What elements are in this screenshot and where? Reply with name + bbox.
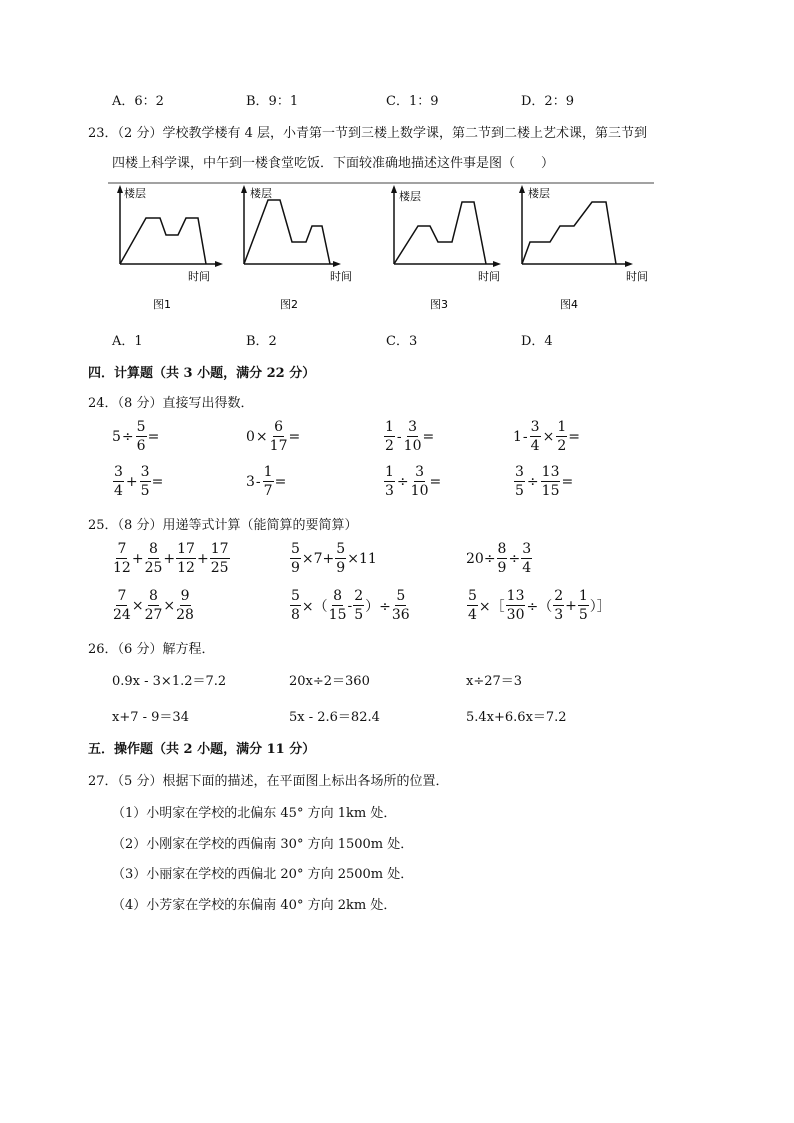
q24-expr-2: 0 × $\frac{6}{17}$ = [246,419,301,454]
graph-1-caption: 图1 [153,298,171,311]
q24-expr-5: $\frac{3}{4}$ + $\frac{3}{5}$ = [114,464,164,499]
q24-expr-7: $\frac{1}{3}$ ÷ $\frac{3}{10}$ = [385,464,442,499]
graph-2-ylabel: 楼层 [250,187,272,200]
graph-3 [391,185,501,311]
q24-expr-4: 1 - $\frac{3}{4}$ × $\frac{1}{2}$ = [513,419,580,454]
q25-expr-4: $\frac{7}{24}$ × $\frac{8}{27}$ × $\frac{9}{28}$ [113,588,194,623]
q23-option-c: C．3 [386,334,418,349]
q27-title: 27．（5 分）根据下面的描述，在平面图上标出各场所的位置． [88,774,449,789]
q27-item-4: （4）小芳家在学校的东偏南 40° 方向 2km 处． [112,898,397,913]
graph-3-xlabel: 时间 [478,270,500,283]
graph-4 [519,185,648,311]
q25-expr-1: $\frac{7}{12}$ + $\frac{8}{25}$ + $\frac{17}{12}$ + $\frac{17}{25}$ [113,541,229,576]
graph-3-ylabel: 楼层 [399,190,421,203]
graph-4-xlabel: 时间 [626,270,648,283]
q25-expr-3: 20÷ $\frac{8}{9}$ ÷ $\frac{3}{4}$ [466,541,532,576]
q23-graphs-figure [108,180,654,315]
graph-1 [117,185,223,311]
graph-4-ylabel: 楼层 [528,187,550,200]
graph-1-ylabel: 楼层 [124,187,146,200]
graph-2-xlabel: 时间 [330,270,352,283]
q26-eq-3: x÷27＝3 [466,674,523,689]
section-4-heading: 四．计算题（共 3 小题，满分 22 分） [88,366,316,381]
graph-2 [241,185,352,311]
graph-3-caption: 图3 [430,298,448,311]
q23-line2: 四楼上科学课，中午到一楼食堂吃饭．下面较准确地描述这件事是图（ ） [112,156,555,171]
q23-option-b: B．2 [246,334,277,349]
q23-option-a: A．1 [112,334,143,349]
graph-4-caption: 图4 [560,298,578,311]
q24-expr-6: 3 - $\frac{1}{7}$ = [246,464,287,499]
q22-option-d: D．2：9 [521,94,574,109]
q24-expr-8: $\frac{3}{5}$ ÷ $\frac{13}{15}$ = [515,464,574,499]
graph-1-xlabel: 时间 [188,270,210,283]
q23-line1: 23．（2 分）学校教学楼有 4 层，小青第一节到三楼上数学课，第二节到二楼上艺术课，第三节到 [88,126,647,141]
q24-expr-1: 5 ÷ $\frac{5}{6}$ = [112,419,160,454]
q25-expr-2: $\frac{5}{9}$ ×7+ $\frac{5}{9}$ ×11 [291,541,377,576]
section-5-heading: 五．操作题（共 2 小题，满分 11 分） [88,742,316,757]
q26-eq-6: 5.4x+6.6x＝7.2 [466,710,567,725]
q24-title: 24．（8 分）直接写出得数． [88,396,254,411]
q26-eq-4: x+7 - 9＝34 [112,710,189,725]
q27-item-1: （1）小明家在学校的北偏东 45° 方向 1km 处． [112,806,397,821]
q23-option-d: D．4 [521,334,553,349]
q26-eq-1: 0.9x - 3×1.2＝7.2 [112,674,227,689]
q26-eq-5: 5x - 2.6＝82.4 [289,710,380,725]
q26-title: 26．（6 分）解方程． [88,642,215,657]
q26-eq-2: 20x÷2＝360 [289,674,370,689]
q22-option-c: C．1：9 [386,94,439,109]
q27-item-2: （2）小刚家在学校的西偏南 30° 方向 1500m 处． [112,837,414,852]
q22-option-a: A．6：2 [112,94,164,109]
q22-option-b: B．9：1 [246,94,299,109]
q25-title: 25．（8 分）用递等式计算（能简算的要简算） [88,518,358,533]
q25-expr-5: $\frac{5}{8}$ ×（ $\frac{8}{15}$ - $\frac{2}{5}$ ）÷ $\frac{5}{36}$ [291,588,410,623]
q27-item-3: （3）小丽家在学校的西偏北 20° 方向 2500m 处． [112,867,414,882]
q24-expr-3: $\frac{1}{2}$ - $\frac{3}{10}$ = [385,419,435,454]
q25-expr-6: $\frac{5}{4}$ ×［ $\frac{13}{30}$ ÷（ $\frac{2}{3}$ + $\frac{1}{5}$ ）］ [468,588,611,623]
graph-2-caption: 图2 [280,298,298,311]
